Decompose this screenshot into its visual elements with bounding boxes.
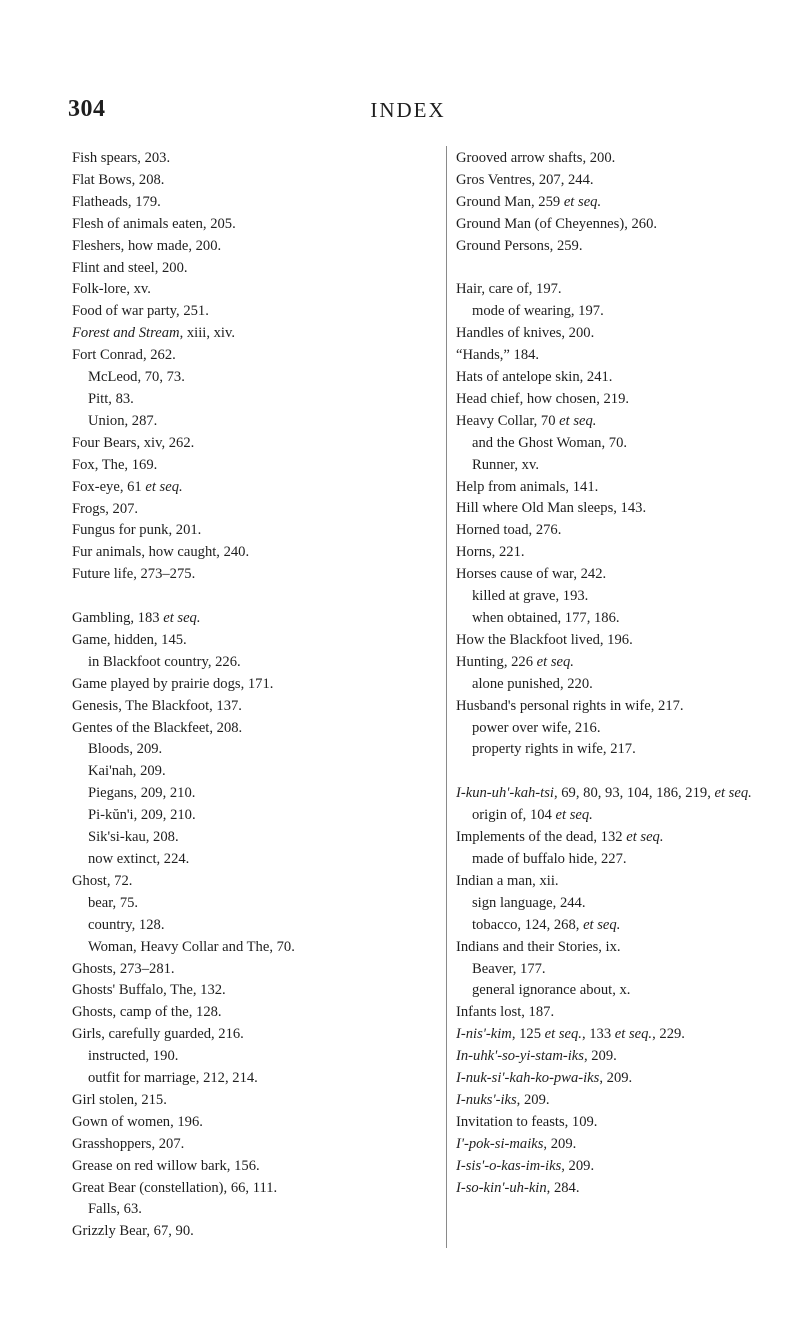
index-entry: Flat Bows, 208. [72,171,165,188]
index-entry: Girls, carefully guarded, 216. [72,1026,244,1043]
page-header [68,96,748,128]
index-entry: Future life, 273–275. [72,566,196,583]
section-gap [456,258,756,280]
section-gap [72,586,412,608]
index-entry: Invitation to feasts, 109. [456,1113,598,1130]
index-entry: Implements of the dead, 132 et seq. [456,829,664,846]
section-gap [456,761,756,783]
index-entry: Flatheads, 179. [72,193,161,210]
running-head-title: INDEX [370,98,446,122]
index-entry: Ghost, 72. [72,872,133,889]
index-subentry: sign language, 244. [472,894,586,911]
index-subentry: now extinct, 224. [88,850,190,867]
index-entry: Head chief, how chosen, 219. [456,390,630,407]
index-subentry: killed at grave, 193. [472,588,589,605]
index-column-right [453,148,756,1199]
index-subentry: Union, 287. [88,412,158,429]
index-entry: Gown of women, 196. [72,1113,203,1130]
index-subentry: Woman, Heavy Collar and The, 70. [88,938,295,955]
index-entry: Ghosts' Buffalo, The, 132. [72,982,226,999]
index-entry: Girl stolen, 215. [72,1091,167,1108]
index-entry: Game played by prairie dogs, 171. [72,675,274,692]
index-entry: Horned toad, 276. [456,522,562,539]
index-entry: Ground Man, 259 et seq. [456,193,602,210]
index-subentry: Piegans, 209, 210. [88,785,196,802]
index-entry: I-so-kin'-uh-kin, 284. [456,1179,580,1196]
index-subentry: Kai'nah, 209. [88,763,166,780]
index-subentry: when obtained, 177, 186. [472,610,620,627]
index-subentry: Sik'si-kau, 208. [88,829,179,846]
index-entry: I-sis'-o-kas-im-iks, 209. [456,1157,595,1174]
index-entry: Handles of knives, 200. [456,325,595,342]
index-entry: I-kun-uh'-kah-tsi, 69, 80, 93, 104, 186, 219, et seq. [456,785,752,802]
index-entry: Hair, care of, 197. [456,281,562,298]
index-entry: Ground Persons, 259. [456,237,583,254]
index-entry: Fungus for punk, 201. [72,522,202,539]
index-subentry: power over wife, 216. [472,719,601,736]
index-subentry: Runner, xv. [472,456,539,473]
index-entry: Hats of antelope skin, 241. [456,369,613,386]
index-subentry: Pitt, 83. [88,390,134,407]
index-entry: Ground Man (of Cheyennes), 260. [456,215,658,232]
index-entry: Horses cause of war, 242. [456,566,607,583]
index-subentry: made of buffalo hide, 227. [472,850,627,867]
index-subentry: origin of, 104 et seq. [472,807,593,824]
index-subentry: and the Ghost Woman, 70. [472,434,628,451]
index-entry: Ghosts, camp of the, 128. [72,1004,222,1021]
index-entry: How the Blackfoot lived, 196. [456,631,633,648]
index-subentry: alone punished, 220. [472,675,593,692]
index-entry: In-uhk'-so-yi-stam-iks, 209. [456,1048,617,1065]
index-entry: Fort Conrad, 262. [72,347,176,364]
index-entry: Grizzly Bear, 67, 90. [72,1223,194,1240]
index-subentry: in Blackfoot country, 226. [88,653,241,670]
index-subentry: McLeod, 70, 73. [88,369,185,386]
index-entry: Folk-lore, xv. [72,281,151,298]
index-entry: Four Bears, xiv, 262. [72,434,195,451]
index-entry: Gros Ventres, 207, 244. [456,171,594,188]
index-entry: Husband's personal rights in wife, 217. [456,697,684,714]
index-entry: Indians and their Stories, ix. [456,938,621,955]
index-entry: “Hands,” 184. [456,347,540,364]
index-entry: Grasshoppers, 207. [72,1135,185,1152]
index-entry: Infants lost, 187. [456,1004,555,1021]
index-subentry: country, 128. [88,916,165,933]
index-column-left [72,148,412,1243]
index-subentry: Bloods, 209. [88,741,163,758]
index-entry: I-nuks'-iks, 209. [456,1091,550,1108]
index-entry: I-nis'-kim, 125 et seq., 133 et seq., 229. [456,1026,685,1043]
index-entry: Ghosts, 273–281. [72,960,175,977]
index-entry: Fox, The, 169. [72,456,158,473]
index-subentry: property rights in wife, 217. [472,741,636,758]
index-entry: Forest and Stream, xiii, xiv. [72,325,235,342]
index-entry: Fur animals, how caught, 240. [72,544,250,561]
index-entry: Game, hidden, 145. [72,631,187,648]
page-number: 304 [68,96,106,122]
index-subentry: tobacco, 124, 268, et seq. [472,916,621,933]
index-entry: Gentes of the Blackfeet, 208. [72,719,243,736]
index-entry: Indian a man, xii. [456,872,559,889]
index-subentry: Falls, 63. [88,1201,142,1218]
index-entry: Genesis, The Blackfoot, 137. [72,697,242,714]
index-subentry: outfit for marriage, 212, 214. [88,1070,258,1087]
index-entry: I-nuk-si'-kah-ko-pwa-iks, 209. [456,1070,633,1087]
index-subentry: mode of wearing, 197. [472,303,604,320]
index-entry: Grease on red willow bark, 156. [72,1157,260,1174]
index-entry: Fish spears, 203. [72,150,171,166]
index-entry: Grooved arrow shafts, 200. [456,150,616,166]
index-entry: I'-pok-si-maiks, 209. [456,1135,577,1152]
index-entry: Horns, 221. [456,544,525,561]
index-subentry: Pi-kŭn'i, 209, 210. [88,807,196,824]
index-entry: Hunting, 226 et seq. [456,653,574,670]
index-subentry: bear, 75. [88,894,139,911]
column-divider [446,146,447,1248]
index-subentry: general ignorance about, x. [472,982,631,999]
index-entry: Help from animals, 141. [456,478,599,495]
index-entry: Heavy Collar, 70 et seq. [456,412,597,429]
index-entry: Flint and steel, 200. [72,259,188,276]
index-entry: Food of war party, 251. [72,303,209,320]
index-entry: Great Bear (constellation), 66, 111. [72,1179,278,1196]
index-subentry: instructed, 190. [88,1048,179,1065]
index-entry: Frogs, 207. [72,500,139,517]
index-entry: Flesh of animals eaten, 205. [72,215,236,232]
index-entry: Fleshers, how made, 200. [72,237,222,254]
index-subentry: Beaver, 177. [472,960,546,977]
index-entry: Hill where Old Man sleeps, 143. [456,500,647,517]
index-entry: Fox-eye, 61 et seq. [72,478,183,495]
index-entry: Gambling, 183 et seq. [72,610,201,627]
